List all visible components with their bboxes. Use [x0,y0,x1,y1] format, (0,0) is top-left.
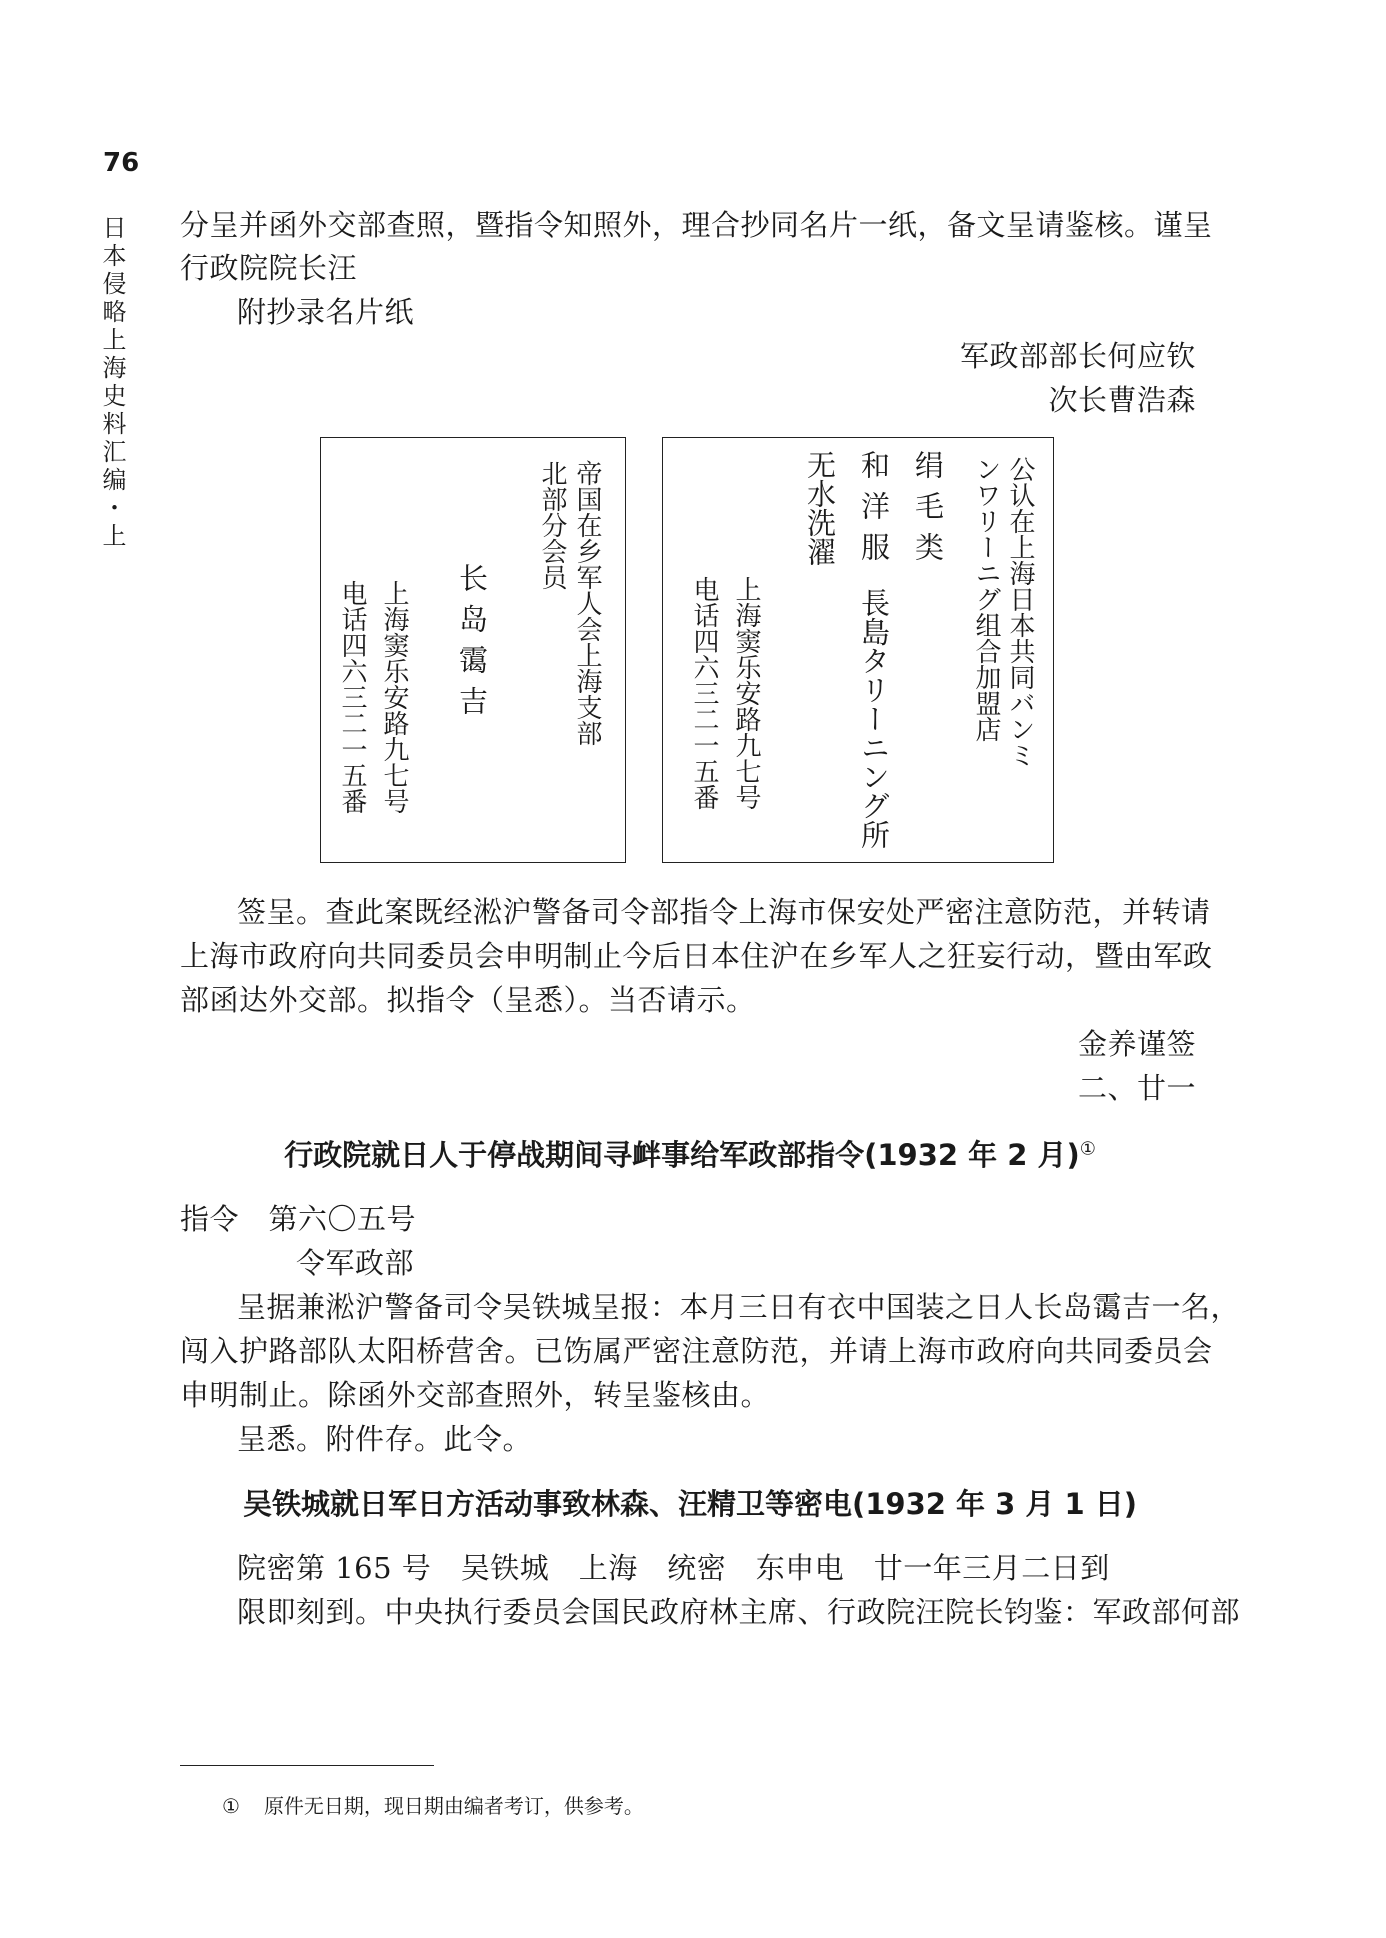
name-card-left [320,437,626,863]
card-item: 无水洗濯 [803,450,837,566]
section-heading: 吴铁城就日军日方活动事致林森、汪精卫等密电(1932 年 3 月 1 日) [242,1487,1138,1521]
footnote-divider [180,1765,434,1766]
footnote-mark: ① [222,1794,240,1818]
section-heading: 行政院就日人于停战期间寻衅事给军政部指令(1932 年 2 月)① [284,1138,1096,1172]
card-address: 上海窦乐安路九七号 [379,580,409,814]
body-line: 呈据兼淞沪警备司令吴铁城呈报：本月三日有衣中国装之日人长岛霭吉一名， [237,1290,1241,1324]
card-item: 和洋服 [857,450,891,573]
card-person-name: 长岛霭吉 [455,563,489,727]
order-recipient: 令军政部 [296,1246,415,1280]
footnote-text: 原件无日期，现日期由编者考订，供参考。 [263,1794,644,1818]
card-org-line: 北部分会员 [537,460,567,590]
card-association-line: 公认在上海日本共同バンミ [1005,456,1035,768]
memo-line: 签呈。查此案既经淞沪警备司令部指令上海市保安处严密注意防范，并转请 [237,895,1211,929]
running-head: 日本侵略上海史料汇编・上 [98,215,126,551]
memo-line: 上海市政府向共同委员会申明制止今后日本住沪在乡军人之狂妄行动，暨由军政 [180,939,1213,973]
body-line: 申明制止。除函外交部查照外，转呈鉴核由。 [180,1378,771,1412]
body-line: 限即刻到。中央执行委员会国民政府林主席、行政院汪院长钧鉴：军政部何部 [237,1595,1241,1629]
page-number: 76 [103,148,140,178]
telegram-header: 院密第 165 号 吴铁城 上海 统密 东申电 廿一年三月二日到 [237,1551,1110,1585]
card-item: 绢毛类 [911,450,945,573]
footnote-ref: ① [1079,1138,1096,1160]
footnote [222,1790,668,1819]
memo-signature: 金养谨签 [1077,1027,1196,1061]
card-shop-name: 長島タリーニング所 [857,588,891,849]
body-line: 分呈并函外交部查照，暨指令知照外，理合抄同名片一纸，备文呈请鉴核。谨呈 [180,208,1213,242]
card-org-line: 帝国在乡军人会上海支部 [572,460,602,746]
attachment-line: 附抄录名片纸 [237,295,415,329]
card-address: 上海窦乐安路九七号 [731,576,761,810]
body-line: 呈悉。附件存。此令。 [237,1422,533,1456]
memo-date: 二、廿一 [1077,1071,1196,1105]
signature-vice-minister: 次长曹浩森 [1048,383,1196,417]
card-association-line: ンワリーニグ组合加盟店 [971,456,1001,742]
card-phone: 电话四六三二一五番 [337,580,367,814]
memo-line: 部函达外交部。拟指令（呈悉）。当否请示。 [180,983,756,1017]
order-number: 指令 第六〇五号 [180,1202,417,1236]
name-card-right [662,437,1054,863]
card-phone: 电话四六三二一五番 [689,576,719,810]
signature-minister: 军政部部长何应钦 [959,339,1196,373]
addressee-line: 行政院院长汪 [180,251,358,285]
body-line: 闯入护路部队太阳桥营舍。已饬属严密注意防范，并请上海市政府向共同委员会 [180,1334,1213,1368]
